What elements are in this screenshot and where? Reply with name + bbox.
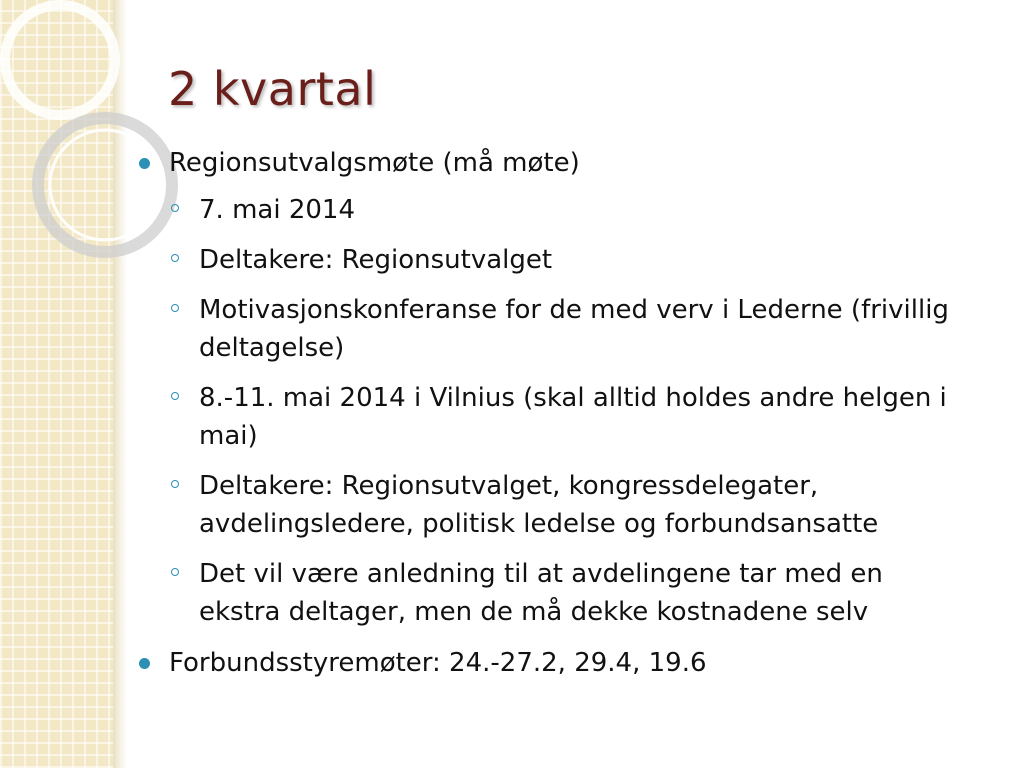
list-item-text: Forbundsstyremøter: 24.-27.2, 29.4, 19.6: [169, 648, 707, 678]
list-item: [136, 643, 966, 683]
list-item-text: Deltakere: Regionsutvalget, kongressdelegater, avdelingsledere, politisk ledelse og forbundsansatte: [199, 471, 879, 539]
list-item-text: Det vil være anledning til at avdelingene tar med en ekstra deltager, men de må dekke kostnadene selv: [199, 559, 883, 627]
bullet-dot-icon: [139, 158, 150, 169]
bullet-dot-icon: [139, 658, 150, 669]
list-item: [136, 467, 966, 543]
bullet-list: [136, 143, 966, 691]
list-item-text: 7. mai 2014: [199, 195, 355, 225]
bullet-ring-icon: [171, 392, 179, 400]
list-item-text: Motivasjonskonferanse for de med verv i Lederne (frivillig deltagelse): [199, 295, 949, 363]
slide-title: 2 kvartal: [168, 62, 377, 116]
list-item-text: 8.-11. mai 2014 i Vilnius (skal alltid holdes andre helgen i mai): [199, 383, 947, 451]
list-item: [136, 555, 966, 631]
list-item: [136, 291, 966, 367]
bullet-ring-icon: [171, 480, 179, 488]
list-item-text: Regionsutvalgsmøte (må møte): [169, 148, 580, 178]
bullet-ring-icon: [171, 568, 179, 576]
bullet-ring-icon: [171, 204, 179, 212]
list-item: [136, 241, 966, 279]
list-item-text: Deltakere: Regionsutvalget: [199, 245, 553, 275]
bullet-ring-icon: [171, 304, 179, 312]
list-item: [136, 191, 966, 229]
list-item: [136, 143, 966, 183]
list-item: [136, 379, 966, 455]
bullet-ring-icon: [171, 254, 179, 262]
